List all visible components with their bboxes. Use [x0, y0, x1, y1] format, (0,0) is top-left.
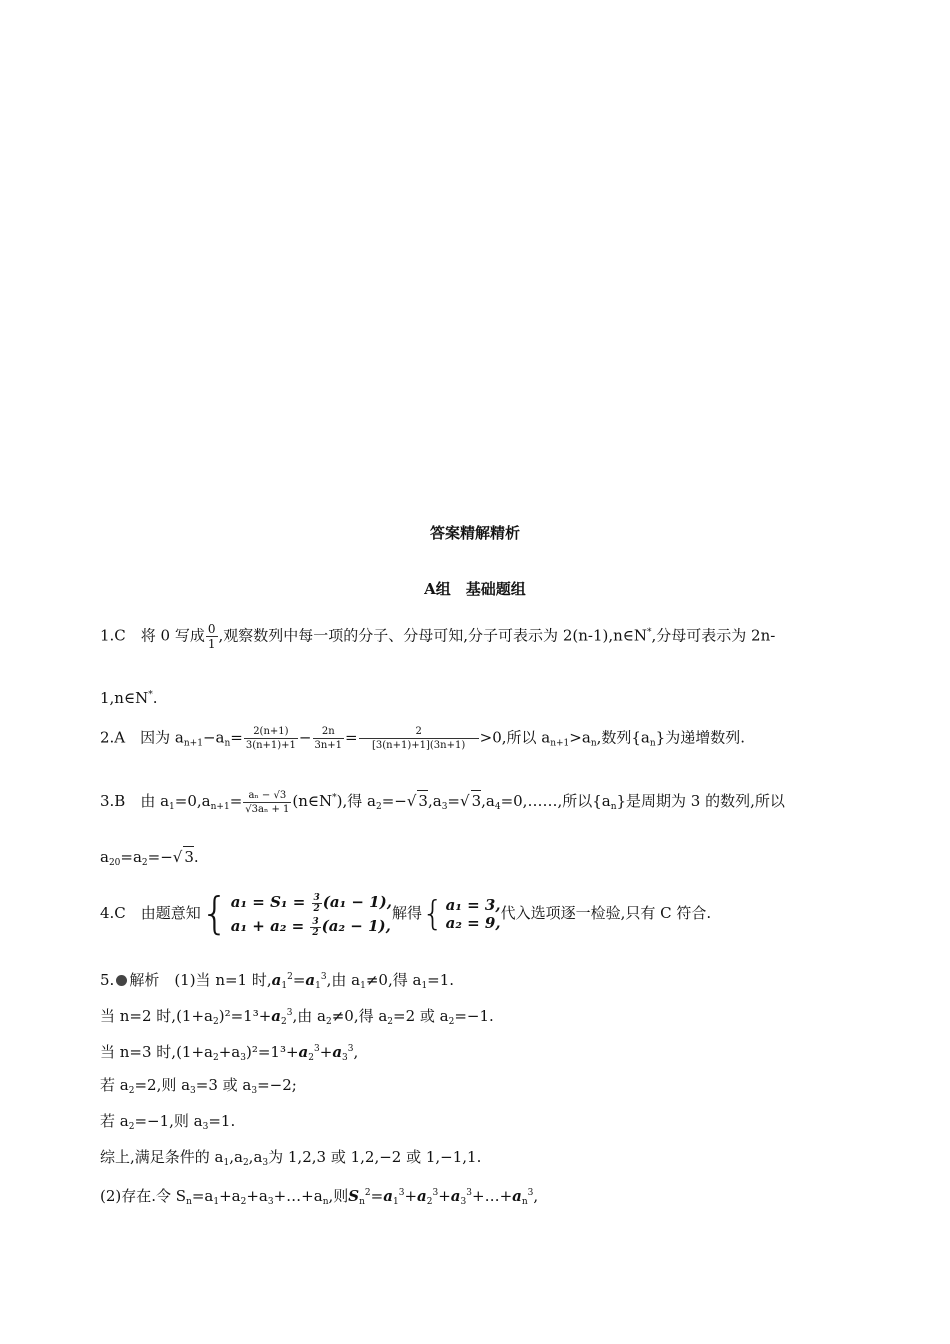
answer-1-line2-text: 1,n∈N — [100, 689, 149, 707]
answer-3-a4v: =0,……,所以{a — [500, 792, 611, 810]
answer-3-lead: 3.B 由 a — [100, 792, 170, 810]
answer-5-line-1: 5. 解析 (1)当 n=1 时$,a_1^2=a_1^3$,由 $a_1\ne 0$,得 $a_1=1$. — [100, 971, 455, 991]
star-sup: * — [148, 690, 153, 700]
answer-3-line-1: 3.B 由 $a_1=0,a_{n+1}=$ $\frac{\text{aₙ − √3}}{\text{√3aₙ + 1}}$ (n∈N*),得 $a_2=-√$ $3,a_3=√$ $3,a_4=0,\dots\dots$,所以$\{a_n\}$是周期为 3 的数列,所以 — [100, 789, 785, 815]
eq-a2: =a — [120, 848, 142, 866]
q5-l2b: )²=1³+ — [218, 1007, 272, 1025]
answer-3-line-2: $a_{20}=a_2=-√$ 3. — [100, 848, 199, 868]
answer-2-lead: 2.A 因为 a — [100, 728, 184, 747]
q5-l1e: =1. — [427, 971, 455, 989]
period: . — [193, 848, 199, 866]
q5-l7g: , — [533, 1187, 539, 1205]
left-brace-icon: { — [200, 888, 229, 939]
answer-5-line-4: 若 $a_2=2$,则 $a_3=3$ 或 $a_3=-2$; — [100, 1076, 297, 1096]
q5-l4c: =3 或 a — [195, 1076, 252, 1094]
q5-l4d: =−2; — [257, 1076, 297, 1094]
q5-l3b: +a — [218, 1043, 241, 1061]
fraction-recurrence: $\frac{\text{aₙ − √3}}{\text{√3aₙ + 1}}$ — [245, 789, 290, 815]
answer-3-mid2: ),得 a — [336, 792, 376, 810]
fraction-zero-over-one: $\frac{0}{1}$ — [207, 622, 216, 651]
group-heading: A组 基础题组 — [424, 580, 526, 598]
q5-num: 5. — [100, 971, 115, 989]
q5-l6b: ,a — [229, 1148, 243, 1166]
answer-1-lead: 1.C 将 0 写成 — [100, 626, 205, 645]
answer-title: 答案精解精析 — [429, 524, 520, 542]
q5-l4: 若 a — [100, 1076, 129, 1094]
solve-label: 解得 — [391, 904, 422, 922]
q5-l2f: =−1. — [454, 1007, 494, 1025]
q5-l1b: 解析 (1)当 n=1 时, — [129, 971, 272, 989]
q5-l2c: ,由 a — [292, 1007, 326, 1025]
answer-2-tail2: ,数列{a — [596, 728, 650, 747]
q5-l5c: =1. — [208, 1112, 236, 1130]
answer-1-line-1 — [100, 622, 775, 651]
solution-system: a₁ = 3, a₂ = 9, — [445, 896, 501, 932]
answer-3-a4: ,a — [481, 792, 495, 810]
answer-1-line-2 — [100, 685, 157, 708]
answer-4-tail: 代入选项逐一检验,只有 C 符合. — [500, 904, 712, 922]
q5-l6d: 为 1,2,3 或 1,2,−2 或 1,−1,1. — [268, 1148, 482, 1166]
answer-3-a3: ,a — [427, 792, 442, 810]
fraction-3: $\frac{2}{[3(n+1)+1](3n+1)}$ — [359, 725, 479, 752]
sqrt-3: 3 — [418, 792, 428, 810]
q5-l7d: +a — [246, 1187, 268, 1205]
left-brace-icon: { — [421, 894, 444, 934]
answer-3-mid: (n∈N — [292, 792, 333, 810]
q5-l7e: +…+a — [273, 1187, 323, 1205]
period: . — [152, 689, 158, 707]
q5-l6c: ,a — [248, 1148, 263, 1166]
q5-l7f: ,则 — [328, 1187, 349, 1205]
answer-5-line-6: 综上,满足条件的 $a_1,a_2,a_3$为 1,2,3 或 1,2,−2 或 1,−1,1. — [100, 1148, 482, 1168]
q5-l7b: =a — [191, 1187, 214, 1205]
neg: =− — [147, 848, 173, 866]
q5-l7c: +a — [219, 1187, 241, 1205]
answer-4 — [100, 888, 711, 938]
answer-2: 2.A 因为 $a_{n+1}-a_n=$ $\frac{2(n+1)}{3(n+1)+1}$ − $\frac{2n}{3n+1}$ = $\frac{2}{[3(n+1)+1](3n+1)}$ >0,所以 $a_{n+1}>a_n$,数列$\{a_n\}$为递增数列. — [100, 726, 745, 751]
answer-2-tail3: }为递增数列. — [655, 728, 745, 747]
q5-l4b: =2,则 a — [134, 1076, 191, 1094]
q5-l5b: =−1,则 a — [134, 1112, 203, 1130]
fraction-1: $\frac{2(n+1)}{3(n+1)+1}$ — [245, 726, 296, 751]
q5-l2d: ≠0,得 a — [331, 1007, 388, 1025]
q5-l1c: ,由 a — [326, 971, 361, 989]
q5-l2: 当 n=2 时,(1+a — [100, 1007, 213, 1025]
answer-marker-icon — [116, 975, 127, 986]
q5-l2e: =2 或 a — [393, 1007, 449, 1025]
sqrt-3: 3 — [471, 792, 482, 810]
a20: a — [100, 848, 109, 866]
answer-3-tail: }是周期为 3 的数列,所以 — [616, 792, 785, 810]
q5-l1d: ≠0,得 a — [365, 971, 422, 989]
sqrt-3: 3 — [184, 848, 194, 866]
answer-1-text: ,观察数列中每一项的分子、分母可知,分子可表示为 2(n-1),n∈N — [218, 626, 647, 645]
answer-5-line-2: 当 n=2 时$,(1+a_2)^2=1^3+a_2^3$,由 $a_2\ne 0$,得 $a_2=2$ 或 $a_2=-1$. — [100, 1007, 494, 1027]
answer-4-lead: 4.C 由题意知 — [100, 904, 201, 922]
answer-2-tail: >0,所以 a — [479, 728, 551, 747]
q5-l3: 当 n=3 时,(1+a — [100, 1043, 213, 1061]
q5-l5: 若 a — [100, 1112, 129, 1130]
star-sup: * — [647, 627, 652, 638]
answer-5-line-3: 当 n=3 时$,(1+a_2+a_3)^2=1^3+a_2^3+a_3^3$, — [100, 1043, 359, 1063]
answer-1-text-2: ,分母可表示为 2n- — [651, 626, 776, 645]
fraction-2: $\frac{2n}{3n+1}$ — [314, 726, 343, 751]
answer-5-line-7: (2)存在.令 $S_n=a_1+a_2+a_3+\dots+a_n$,则$S_n^2=a_1^3+a_2^3+a_3^3+\dots+a_n^3$, — [100, 1187, 539, 1207]
equation-system: a₁ = S₁ = $\frac{3}{2}$ (a₁ − 1), a₁ + a₂ = $\frac{3}{2}$ (a₂ − 1), — [230, 892, 392, 938]
q5-l3c: )²=1³+ — [245, 1043, 299, 1061]
answer-5-line-5: 若 $a_2=-1$,则 $a_3=1$. — [100, 1112, 236, 1132]
q5-l7: (2)存在.令 S — [100, 1187, 187, 1205]
q5-l6: 综上,满足条件的 a — [100, 1148, 224, 1166]
